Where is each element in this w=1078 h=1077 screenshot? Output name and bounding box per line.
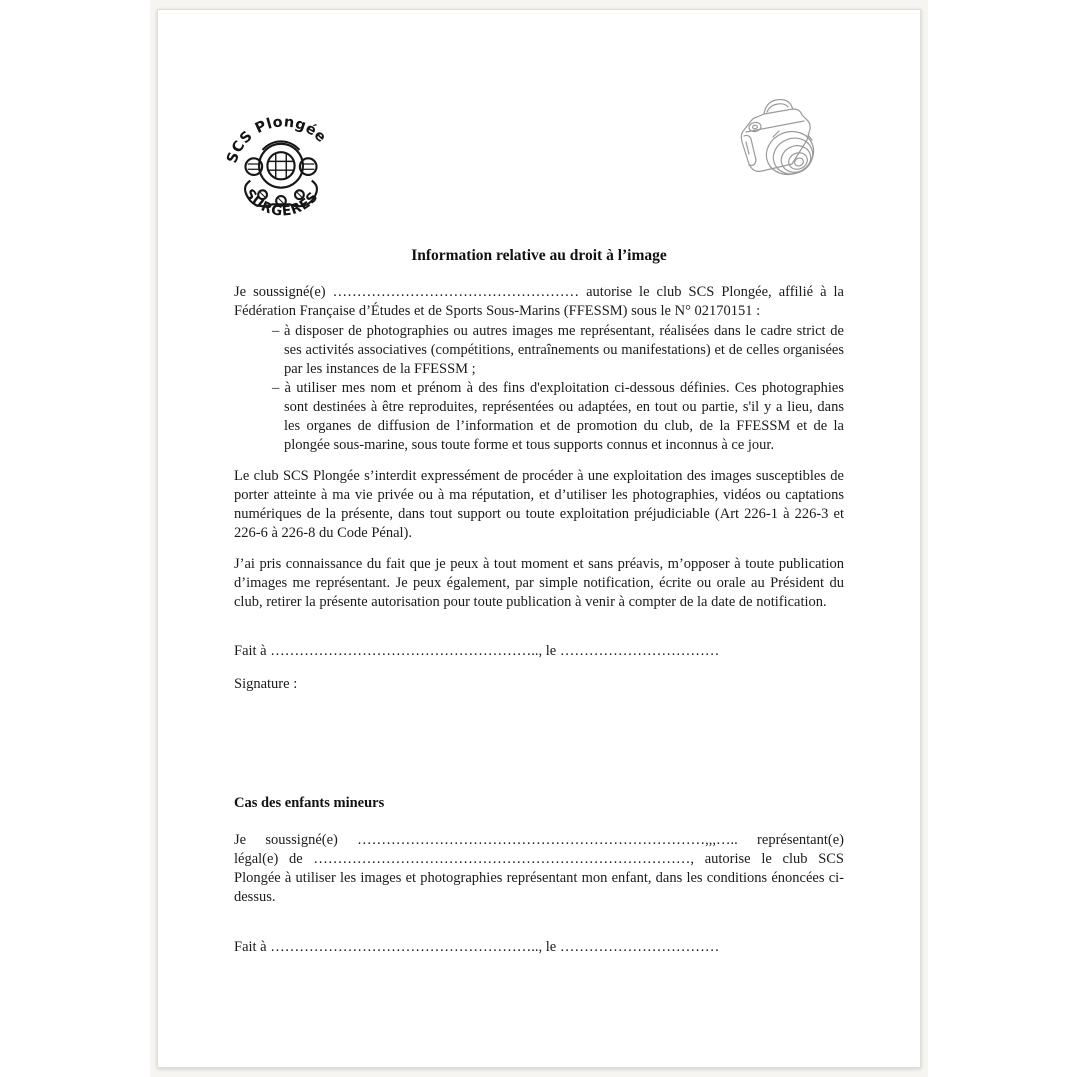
club-logo (224, 92, 338, 222)
signature-label: Signature : (234, 676, 298, 692)
paragraph-retrait: J’ai pris connaissance du fait que je peux à tout moment et sans préavis, m’opposer à toute publication d’images me représentant. Je peux également, par simple notification, écrite ou orale au Président du club, retirer la présente autorisation pour toute publication à venir à compter de la date de notification. (234, 556, 844, 610)
bullet-item-name: – à utiliser mes nom et prénom à des fins d'exploitation ci-dessous définies. Ces photographies sont destinées à être reproduites, représentées ou adaptées, en tout ou partie, s'il y a lieu, dans les organes de diffusion de l’information et de promotion du club, de la FFESSM et de la plongée sous-marine, sous toute forme et tous supports connus et inconnus à ce jour. (272, 380, 844, 453)
logo-top-text: SCS Plongée (224, 114, 330, 166)
logo-bottom-text: SURGERES (241, 186, 322, 220)
document-viewer (150, 0, 928, 1077)
camera-icon (730, 90, 826, 200)
minors-heading: Cas des enfants mineurs (234, 795, 385, 811)
camera-illustration (730, 90, 826, 200)
date-place-line: Fait à ……………………………………………….., le …………………………… (234, 643, 720, 659)
svg-text:SCS Plongée (224, 114, 329, 165)
page-header (224, 10, 844, 246)
page-title: Information relative au droit à l’image (411, 247, 667, 264)
bullet-item-photos: – à disposer de photographies ou autres images me représentant, réalisées dans le cadre strict de ses activités associatives (compétitions, entraînements ou manifestations) et de celles organisées par les instances de la FFESSM ; (272, 323, 844, 377)
document-page (157, 9, 921, 1068)
minors-paragraph: Je soussigné(e) ………………………………………………………………,,,….. représentant(e) légal(e) de ……………………………………………………………………, autorise le club SCS Plongée à utiliser les images et photographies représentant mon enfant, dans les conditions énoncées ci-dessus. (234, 832, 844, 905)
minors-date-place-line: Fait à ……………………………………………….., le …………………………… (234, 939, 720, 955)
intro-paragraph: Je soussigné(e) …………………………………………… autorise le club SCS Plongée, affilié à la Fédération Française d’Études et de Sports Sous-Marins (FFESSM) sous le N° 02170151 : (234, 284, 844, 319)
paragraph-interdiction: Le club SCS Plongée s’interdit expressément de procéder à une exploitation des images susceptibles de porter atteinte à ma vie privée ou à ma réputation, et d’utiliser les photographies, vidéos ou captations numériques de la présente, dans tout support ou toute exploitation préjudiciable (Art 226-1 à 226-3 et 226-6 à 226-8 du Code Pénal). (234, 468, 844, 541)
diving-helmet-icon (224, 92, 338, 222)
authorization-list (234, 322, 844, 455)
